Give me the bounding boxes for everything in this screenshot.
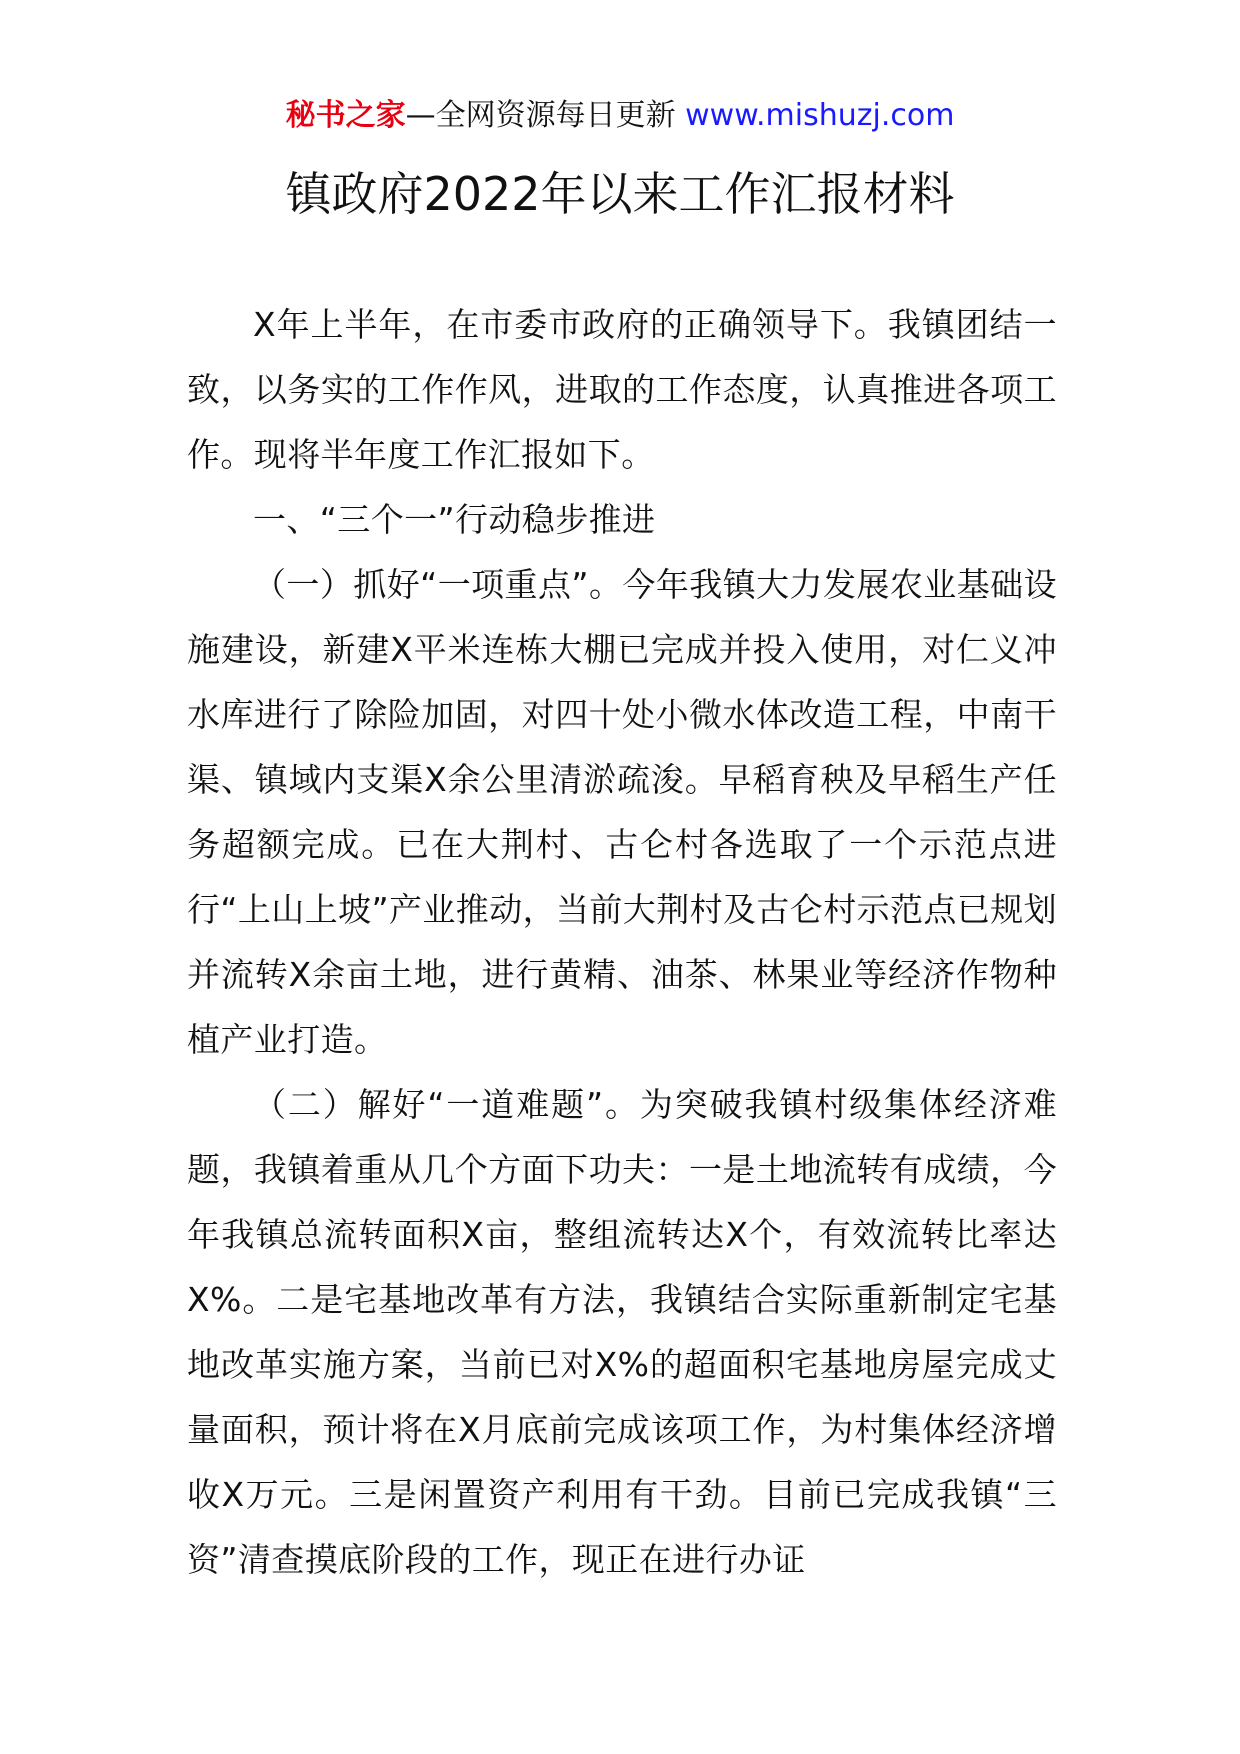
brand-name: 秘书之家 — [285, 98, 406, 133]
site-url-link[interactable]: www.mishuzj.com — [685, 98, 955, 133]
brand-tagline: —全网资源每日更新 — [405, 98, 676, 133]
watermark-header — [0, 96, 1240, 136]
body-paragraph: （二）解好“一道难题”。为突破我镇村级集体经济难题，我镇着重从几个方面下功夫：一是土地流转有成绩，今年我镇总流转面积X亩，整组流转达X个，有效流转比率达X%。二是宅基地改革有方法，我镇结合实际重新制定宅基地改革实施方案，当前已对X%的超面积宅基地房屋完成丈量面积，预计将在X月底前完成该项工作，为村集体经济增收X万元。三是闲置资产利用有干劲。目前已完成我镇“三资”清查摸底阶段的工作，现正在进行办证 — [187, 1085, 1057, 1579]
document-title: 镇政府2022年以来工作汇报材料 — [285, 167, 955, 221]
intro-paragraph: X年上半年，在市委市政府的正确领导下。我镇团结一致，以务实的工作作风，进取的工作态度，认真推进各项工作。现将半年度工作汇报如下。 — [187, 305, 1057, 474]
document-body — [187, 292, 1057, 1592]
section-heading: 一、“三个一”行动稳步推进 — [253, 500, 656, 539]
body-paragraph: （一）抓好“一项重点”。今年我镇大力发展农业基础设施建设，新建X平米连栋大棚已完成并投入使用，对仁义冲水库进行了除险加固，对四十处小微水体改造工程，中南干渠、镇域内支渠X余公里清淤疏浚。早稻育秧及早稻生产任务超额完成。已在大荆村、古仑村各选取了一个示范点进行“上山上坡”产业推动，当前大荆村及古仑村示范点已规划并流转X余亩土地，进行黄精、油茶、林果业等经济作物种植产业打造。 — [187, 565, 1057, 1059]
